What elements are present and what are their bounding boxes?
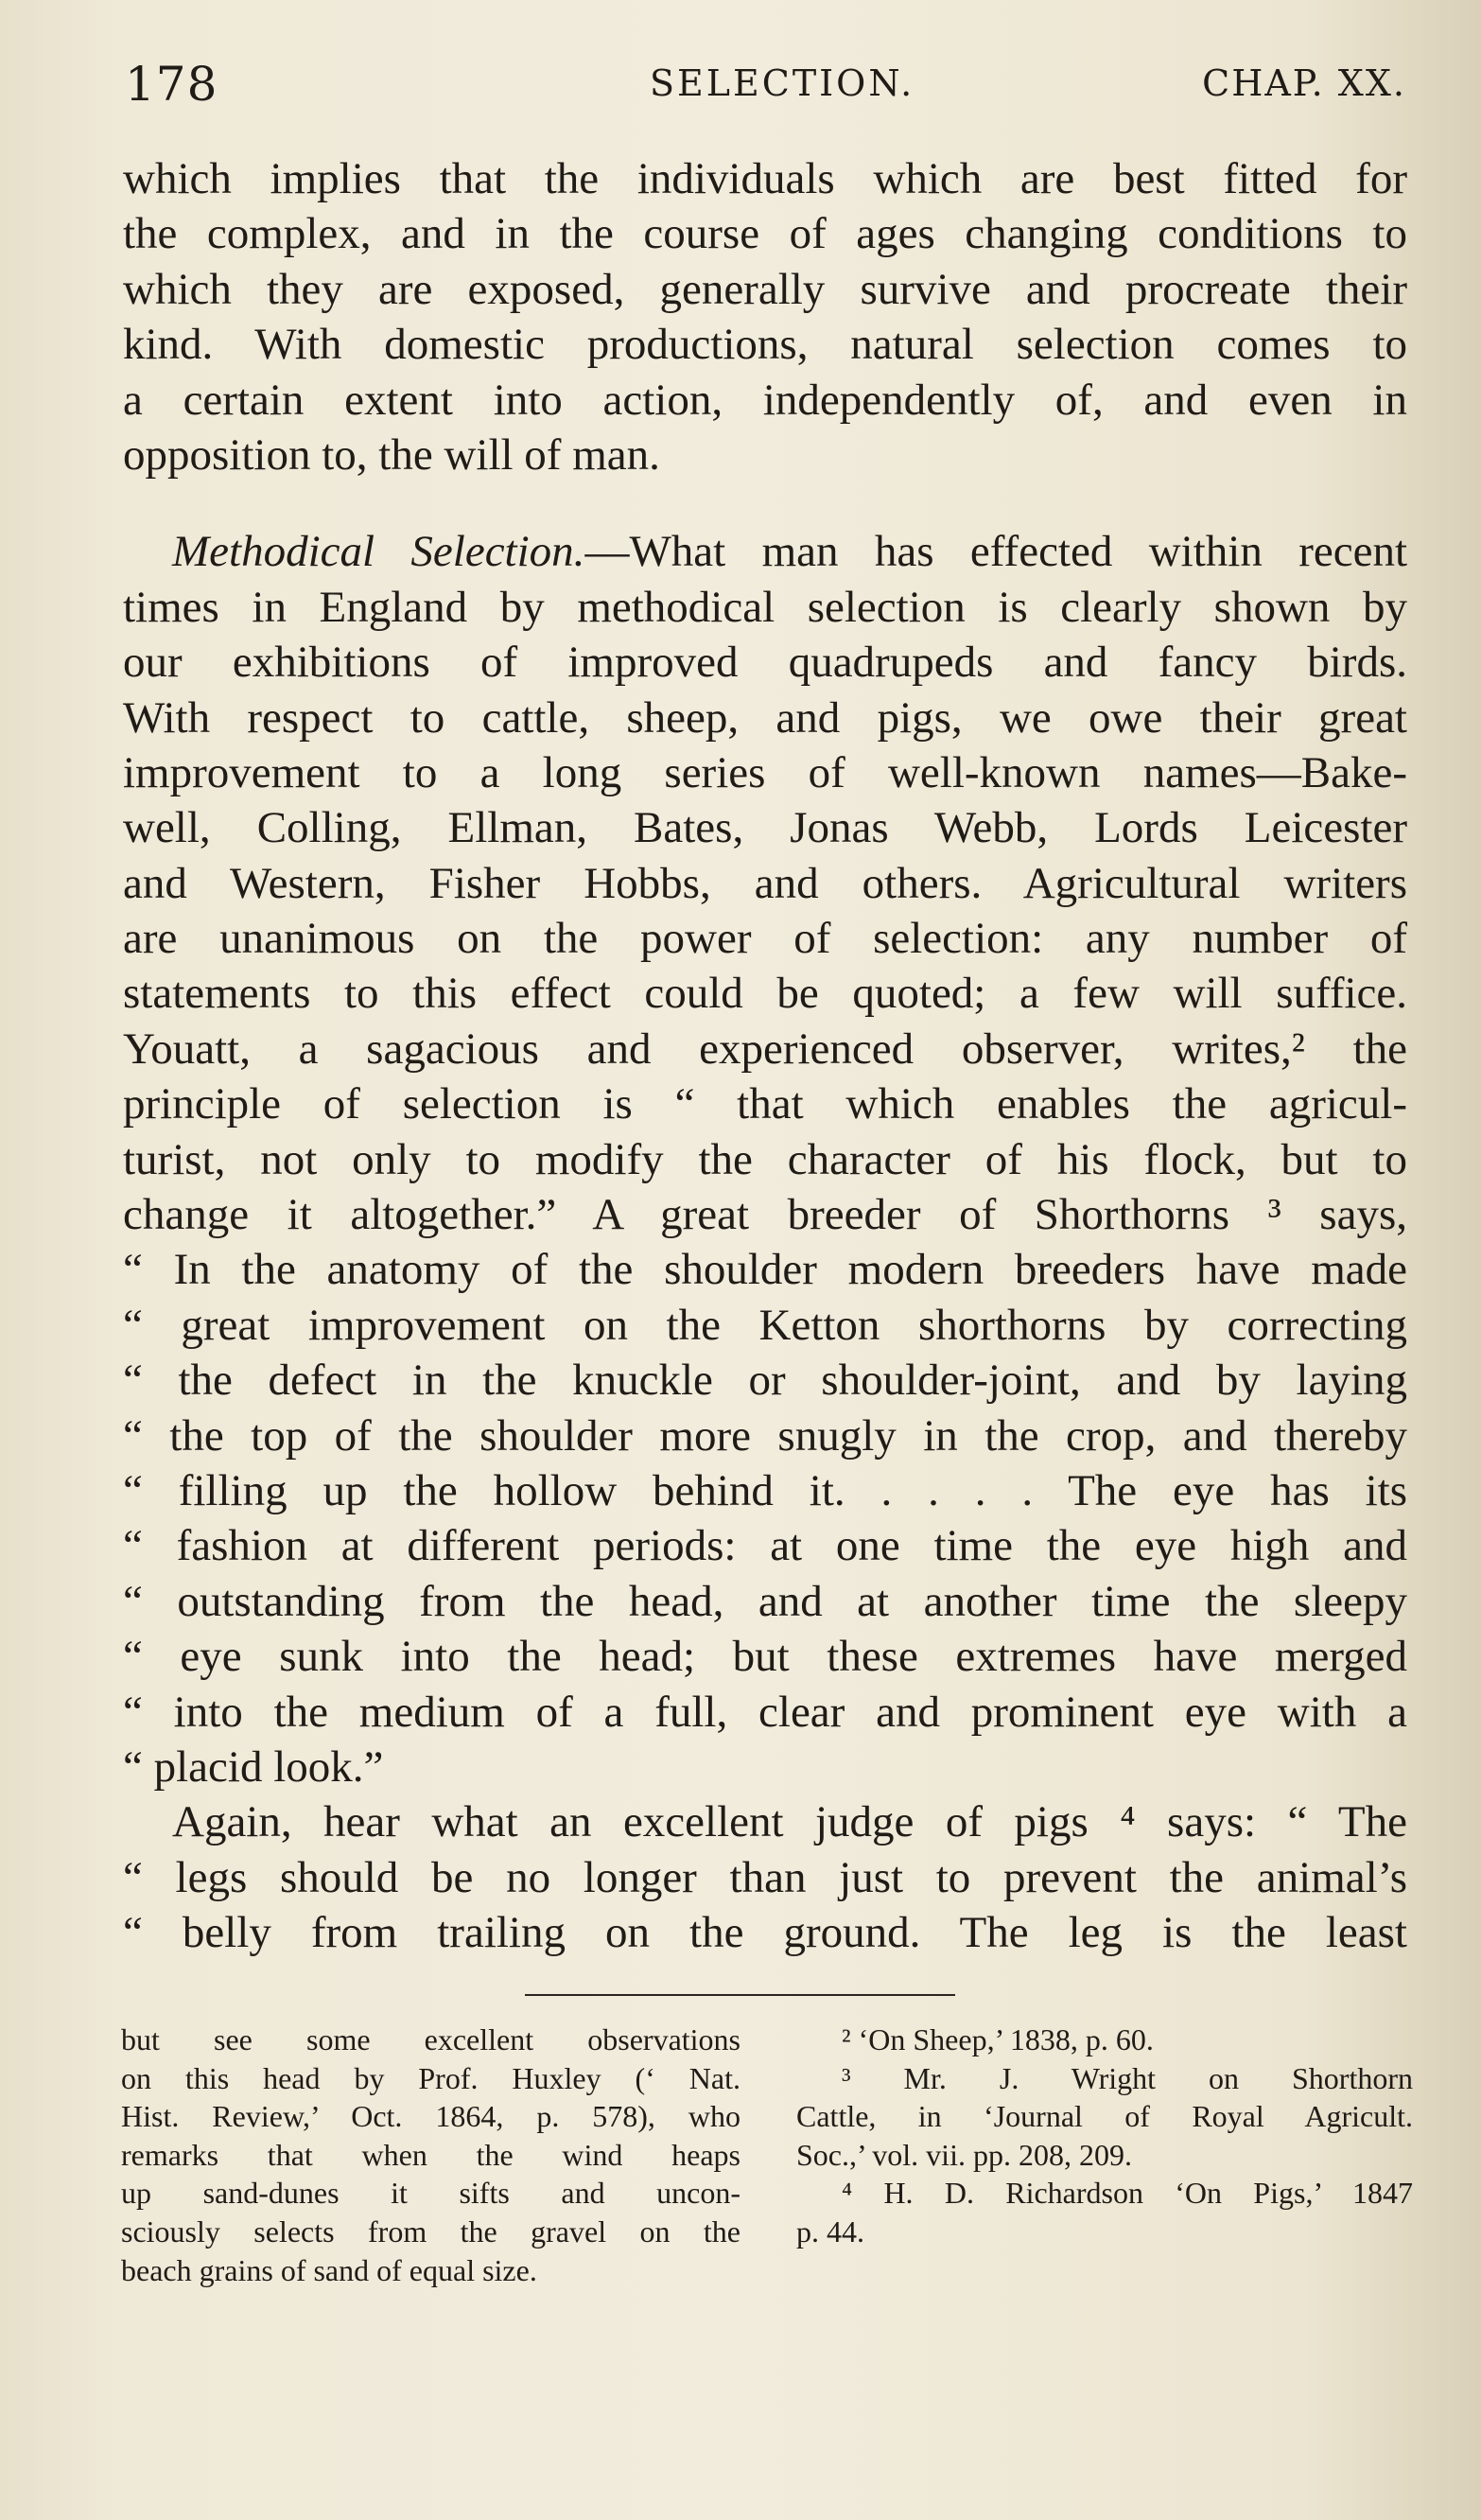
- footnote-rule: [525, 1994, 955, 1996]
- text-line: well, Colling, Ellman, Bates, Jonas Webb, Lords Leicester: [123, 803, 1407, 853]
- footnote-line: remarks that when the wind heaps: [121, 2137, 740, 2172]
- footnote-line: sciously selects from the gravel on the: [121, 2214, 740, 2249]
- text-line: which implies that the individuals which are best fitted for: [123, 154, 1407, 203]
- main-text: [123, 151, 1407, 1961]
- text-line: “ the top of the shoulder more snugly in the crop, and thereby: [123, 1410, 1407, 1461]
- text-line: With respect to cattle, sheep, and pigs, we owe their great: [123, 692, 1407, 743]
- text-line: “ In the anatomy of the shoulder modern breeders have made: [123, 1245, 1407, 1295]
- footnote-line: Soc.,’ vol. vii. pp. 208, 209.: [796, 2137, 1132, 2172]
- text-line: and Western, Fisher Hobbs, and others. Agricultural writers: [123, 858, 1407, 908]
- text-line: “ the defect in the knuckle or shoulder-joint, and by laying: [123, 1356, 1407, 1406]
- text-line: “ legs should be no longer than just to prevent the animal’s: [123, 1852, 1407, 1902]
- footnotes-right-column: [796, 2021, 1413, 2251]
- text-line: kind. With domestic productions, natural selection comes to: [123, 320, 1407, 370]
- footnote-line: ⁴ H. D. Richardson ‘On Pigs,’ 1847: [842, 2176, 1413, 2211]
- text-line: “ eye sunk into the head; but these extremes have merged: [123, 1632, 1407, 1682]
- section-first-line: [123, 524, 1407, 579]
- text-line: are unanimous on the power of selection: any number of: [123, 914, 1407, 964]
- running-title: SELECTION.: [650, 62, 915, 104]
- footnote-line: ² ‘On Sheep,’ 1838, p. 60.: [842, 2022, 1154, 2056]
- text-line: improvement to a long series of well-known names—Bake-: [123, 747, 1407, 797]
- text-line: a certain extent into action, independently of, and even in: [123, 375, 1407, 425]
- text-line: Youatt, a sagacious and experienced observer, writes,² the: [123, 1024, 1407, 1074]
- footnote-line: up sand-dunes it sifts and uncon-: [121, 2176, 740, 2211]
- text-line: “ filling up the hollow behind it. . . . . The eye has its: [123, 1465, 1407, 1515]
- text-line: principle of selection is “ that which enables the agricul-: [123, 1079, 1407, 1129]
- text-line: “ belly from trailing on the ground. The leg is the least: [123, 1908, 1407, 1958]
- footnote-line: on this head by Prof. Huxley (‘ Nat.: [121, 2060, 740, 2095]
- text-line: opposition to, the will of man.: [123, 429, 660, 480]
- footnote-line: beach grains of sand of equal size.: [121, 2252, 537, 2287]
- text-line: statements to this effect could be quoted; a few will suffice.: [123, 969, 1407, 1019]
- footnotes-left-column: [121, 2021, 740, 2289]
- text-line: “ outstanding from the head, and at another time the sleepy: [123, 1576, 1407, 1626]
- footnote-line: Hist. Review,’ Oct. 1864, p. 578), who: [121, 2099, 740, 2134]
- text-line: Again, hear what an excellent judge of pigs ⁴ says: “ The: [172, 1797, 1407, 1847]
- running-header: [125, 49, 1406, 125]
- text-line: “ placid look.”: [123, 1741, 384, 1792]
- text-line: which they are exposed, generally survive and procreate their: [123, 264, 1407, 314]
- text-line: “ into the medium of a full, clear and prominent eye with a: [123, 1687, 1407, 1737]
- chapter-label: CHAP. XX.: [1202, 62, 1406, 104]
- text-line: “ great improvement on the Ketton shorthorns by correcting: [123, 1300, 1407, 1350]
- footnote-line: p. 44.: [796, 2214, 864, 2249]
- footnote-line: ³ Mr. J. Wright on Shorthorn: [842, 2060, 1413, 2095]
- text-line: our exhibitions of improved quadrupeds and fancy birds.: [123, 638, 1407, 688]
- text-line: turist, not only to modify the character of his flock, but to: [123, 1134, 1407, 1184]
- footnote-line: but see some excellent observations: [121, 2022, 740, 2056]
- text-fragment: —What man has effected within recent: [584, 527, 1407, 577]
- text-line: change it altogether.” A great breeder of Shorthorns ³ says,: [123, 1190, 1407, 1240]
- text-line: the complex, and in the course of ages changing conditions to: [123, 209, 1407, 259]
- footnote-line: Cattle, in ‘Journal of Royal Agricult.: [796, 2099, 1413, 2134]
- section-heading: Methodical Selection.: [172, 527, 585, 577]
- paragraph-gap: [123, 482, 1407, 524]
- page-number: 178: [125, 57, 218, 112]
- text-line: times in England by methodical selection is clearly shown by: [123, 582, 1407, 632]
- text-line: “ fashion at different periods: at one time the eye high and: [123, 1521, 1407, 1571]
